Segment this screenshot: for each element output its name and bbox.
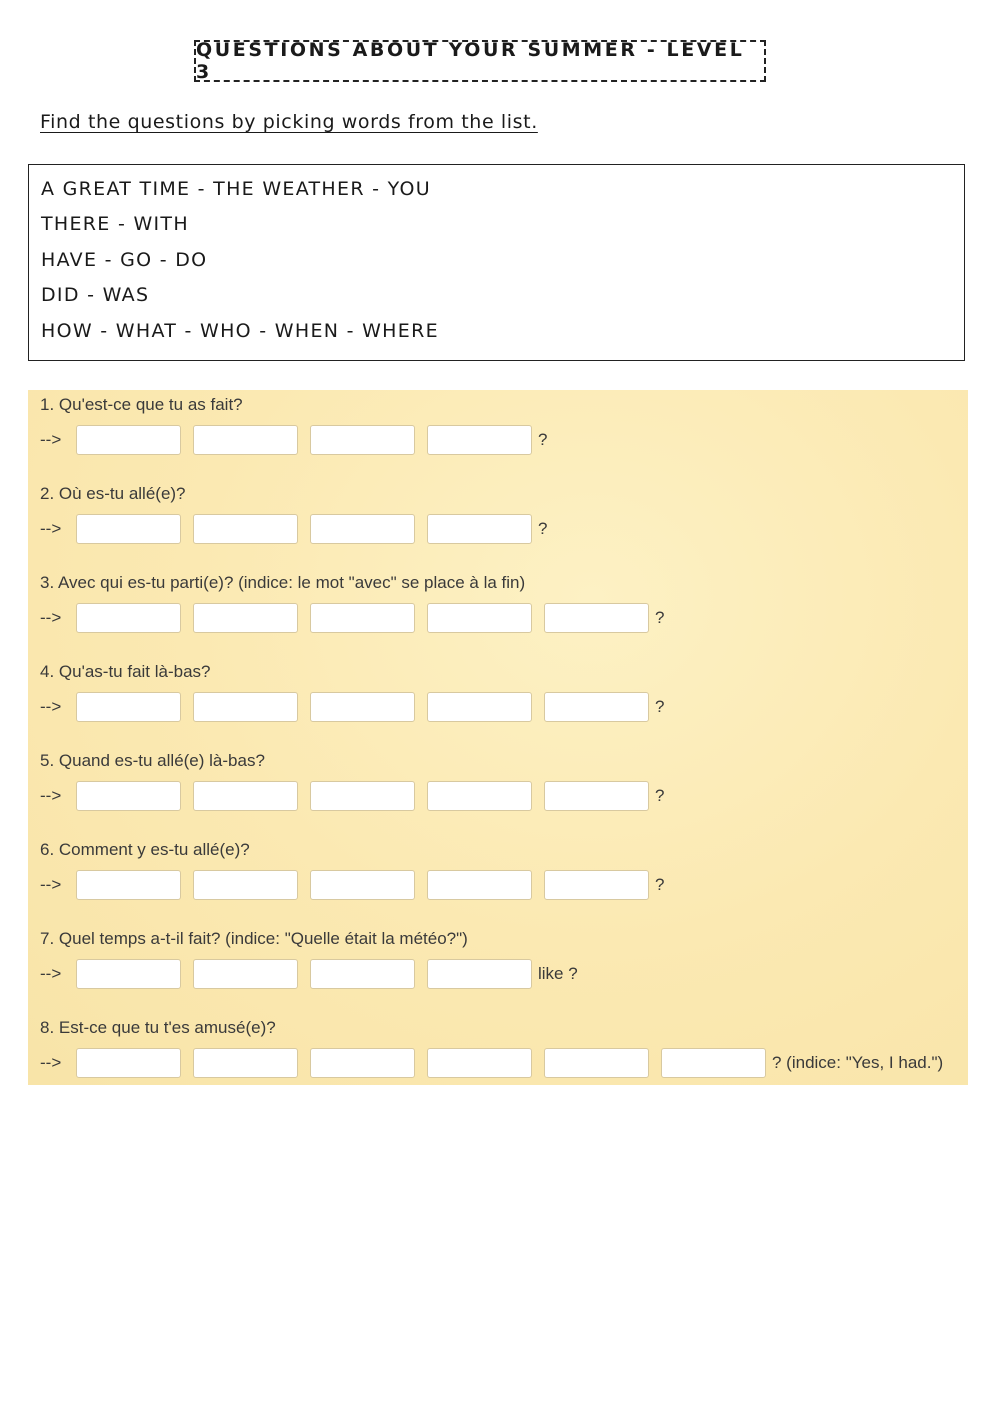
answer-row: [40, 422, 547, 458]
answer-blank-input[interactable]: [193, 959, 298, 989]
question-suffix: ?: [655, 697, 665, 716]
answer-blank-input[interactable]: [310, 781, 415, 811]
question-8: [40, 1017, 943, 1081]
arrow-label: -->: [40, 519, 62, 538]
question-suffix: ?: [655, 786, 665, 805]
answer-blank-input[interactable]: [76, 603, 181, 633]
instructions: Find the questions by picking words from the list.: [40, 111, 538, 133]
answer-blank-input[interactable]: [427, 425, 532, 455]
answer-blank-input[interactable]: [76, 781, 181, 811]
question-label: 1. Qu'est-ce que tu as fait?: [40, 395, 243, 414]
answer-blank-input[interactable]: [76, 1048, 181, 1078]
arrow-label: -->: [40, 964, 62, 983]
arrow-label: -->: [40, 608, 62, 627]
answer-blank-input[interactable]: [76, 959, 181, 989]
answer-blank-input[interactable]: [310, 692, 415, 722]
answer-blank-input[interactable]: [427, 692, 532, 722]
answer-blank-input[interactable]: [310, 870, 415, 900]
answer-blank-input[interactable]: [193, 692, 298, 722]
question-1: [40, 394, 547, 458]
page-title: QUESTIONS ABOUT YOUR SUMMER - LEVEL 3: [196, 39, 745, 83]
word-list-line: THERE - WITH: [41, 213, 189, 236]
question-suffix: ?: [538, 519, 548, 538]
word-list-line: HAVE - GO - DO: [41, 248, 208, 271]
answer-blank-input[interactable]: [427, 603, 532, 633]
word-list-line: DID - WAS: [41, 284, 150, 307]
answer-blank-input[interactable]: [193, 870, 298, 900]
answer-blank-input[interactable]: [193, 1048, 298, 1078]
question-label: 2. Où es-tu allé(e)?: [40, 484, 186, 503]
title-box: [194, 40, 766, 82]
answer-blank-input[interactable]: [76, 870, 181, 900]
answer-blank-input[interactable]: [427, 959, 532, 989]
question-5: [40, 750, 664, 814]
question-suffix: ?: [655, 875, 665, 894]
question-6: [40, 839, 664, 903]
word-list-box: [28, 164, 965, 361]
question-7: [40, 928, 578, 992]
answer-blank-input[interactable]: [544, 781, 649, 811]
answer-blank-input[interactable]: [76, 425, 181, 455]
answer-row: [40, 867, 664, 903]
answer-blank-input[interactable]: [310, 1048, 415, 1078]
answer-blank-input[interactable]: [427, 1048, 532, 1078]
answer-blank-input[interactable]: [661, 1048, 766, 1078]
arrow-label: -->: [40, 786, 62, 805]
question-label: 8. Est-ce que tu t'es amusé(e)?: [40, 1018, 276, 1037]
question-suffix: ? (indice: "Yes, I had."): [772, 1053, 944, 1072]
answer-row: [40, 956, 578, 992]
arrow-label: -->: [40, 697, 62, 716]
question-4: [40, 661, 664, 725]
answer-row: [40, 778, 664, 814]
arrow-label: -->: [40, 875, 62, 894]
answer-blank-input[interactable]: [310, 959, 415, 989]
question-suffix: like ?: [538, 964, 578, 983]
answer-blank-input[interactable]: [427, 870, 532, 900]
answer-blank-input[interactable]: [310, 603, 415, 633]
answer-blank-input[interactable]: [544, 870, 649, 900]
arrow-label: -->: [40, 1053, 62, 1072]
question-suffix: ?: [655, 608, 665, 627]
answer-blank-input[interactable]: [193, 603, 298, 633]
answer-blank-input[interactable]: [544, 1048, 649, 1078]
word-list-line: A GREAT TIME - THE WEATHER - YOU: [41, 178, 431, 200]
answer-blank-input[interactable]: [76, 514, 181, 544]
question-2: [40, 483, 547, 547]
question-3: [40, 572, 664, 636]
arrow-label: -->: [40, 430, 62, 449]
answer-blank-input[interactable]: [310, 425, 415, 455]
word-list-line: HOW - WHAT - WHO - WHEN - WHERE: [41, 319, 439, 342]
question-label: 5. Quand es-tu allé(e) là-bas?: [40, 751, 265, 770]
answer-row: [40, 1045, 943, 1081]
answer-blank-input[interactable]: [310, 514, 415, 544]
answer-blank-input[interactable]: [193, 781, 298, 811]
answer-blank-input[interactable]: [193, 514, 298, 544]
answer-blank-input[interactable]: [544, 603, 649, 633]
answer-blank-input[interactable]: [544, 692, 649, 722]
answer-row: [40, 600, 664, 636]
answer-row: [40, 511, 547, 547]
answer-blank-input[interactable]: [193, 425, 298, 455]
question-label: 6. Comment y es-tu allé(e)?: [40, 840, 250, 859]
exercise-panel: [28, 390, 968, 1085]
answer-blank-input[interactable]: [76, 692, 181, 722]
answer-blank-input[interactable]: [427, 781, 532, 811]
question-label: 3. Avec qui es-tu parti(e)? (indice: le mot "avec" se place à la fin): [40, 573, 526, 592]
question-label: 7. Quel temps a-t-il fait? (indice: "Quelle était la météo?"): [40, 929, 468, 948]
answer-blank-input[interactable]: [427, 514, 532, 544]
question-label: 4. Qu'as-tu fait là-bas?: [40, 662, 211, 681]
answer-row: [40, 689, 664, 725]
question-suffix: ?: [538, 430, 548, 449]
